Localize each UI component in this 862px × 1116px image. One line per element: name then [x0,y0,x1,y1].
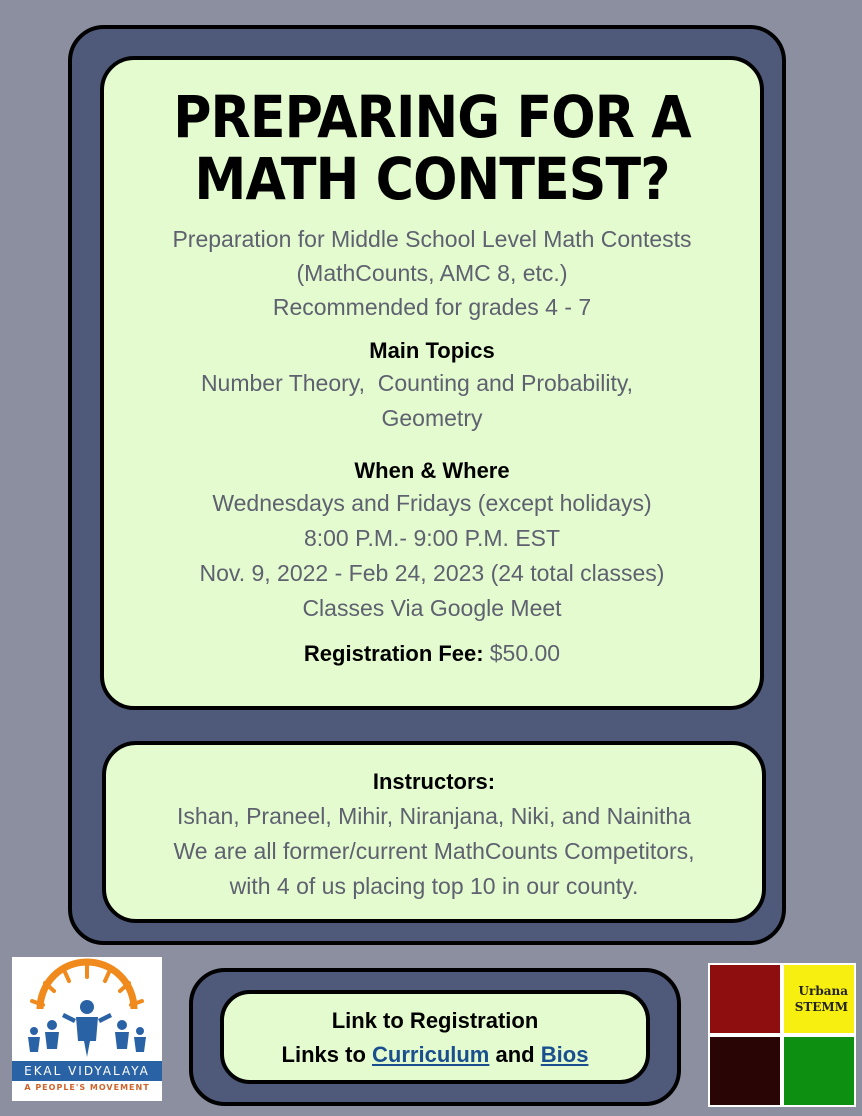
topics-heading: Main Topics [369,338,495,363]
topics-list [104,366,760,436]
instructors-names: Ishan, Praneel, Mihir, Niranjana, Niki, and Nainitha [177,803,691,829]
schedule-days: Wednesdays and Fridays (except holidays) [212,490,652,516]
instructors-card [102,741,766,923]
curriculum-link[interactable]: Curriculum [372,1042,490,1067]
title-line-2: MATH CONTEST? [194,145,670,213]
logo-quadrant-yellow [782,963,856,1035]
stemm-word: STEMM [794,1000,848,1014]
logo-quadrant-green [782,1035,856,1107]
page-title [137,83,727,213]
links-line [224,1038,646,1072]
ekal-vidyalaya-logo [12,957,162,1101]
when-where-heading: When & Where [354,458,510,483]
when-where-details [104,486,760,626]
registration-link[interactable]: Link to Registration [331,1008,539,1033]
fee-value: $50.00 [489,640,561,666]
topics-line-1: Number Theory, Counting and Probability, [200,370,634,396]
title-line-1: PREPARING FOR A [173,83,691,151]
schedule-location: Classes Via Google Meet [302,595,562,621]
instructors-desc-1: We are all former/current MathCounts Competitors, [173,838,695,864]
subtitle-line-1: Preparation for Middle School Level Math Contests [172,226,692,252]
ekal-name: EKAL VIDYALAYA [12,1061,162,1081]
links-card [220,990,650,1084]
instructors-heading: Instructors: [372,769,496,794]
fee-label: Registration Fee: [303,641,484,666]
logo-quadrant-red [708,963,782,1035]
topics-line-2: Geometry [381,405,483,431]
links-prefix: Links to [281,1042,366,1067]
urbana-stemm-logo [708,963,856,1107]
logo-quadrant-dark [708,1035,782,1107]
main-info-card [100,56,764,710]
subtitle-line-2: (MathCounts, AMC 8, etc.) [296,260,568,286]
ekal-sun-children-icon [12,957,162,1061]
registration-fee [104,640,760,667]
subtitle [104,222,760,324]
subtitle-line-3: Recommended for grades 4 - 7 [272,294,592,320]
urbana-word: Urbana [798,984,848,998]
links-and: and [495,1042,535,1067]
schedule-dates: Nov. 9, 2022 - Feb 24, 2023 (24 total classes) [199,560,665,586]
ekal-tagline: A PEOPLE'S MOVEMENT [24,1083,150,1092]
bios-link[interactable]: Bios [540,1042,589,1067]
schedule-time: 8:00 P.M.- 9:00 P.M. EST [303,525,561,551]
instructors-desc-2: with 4 of us placing top 10 in our county. [229,873,639,899]
instructors-details [106,799,762,904]
